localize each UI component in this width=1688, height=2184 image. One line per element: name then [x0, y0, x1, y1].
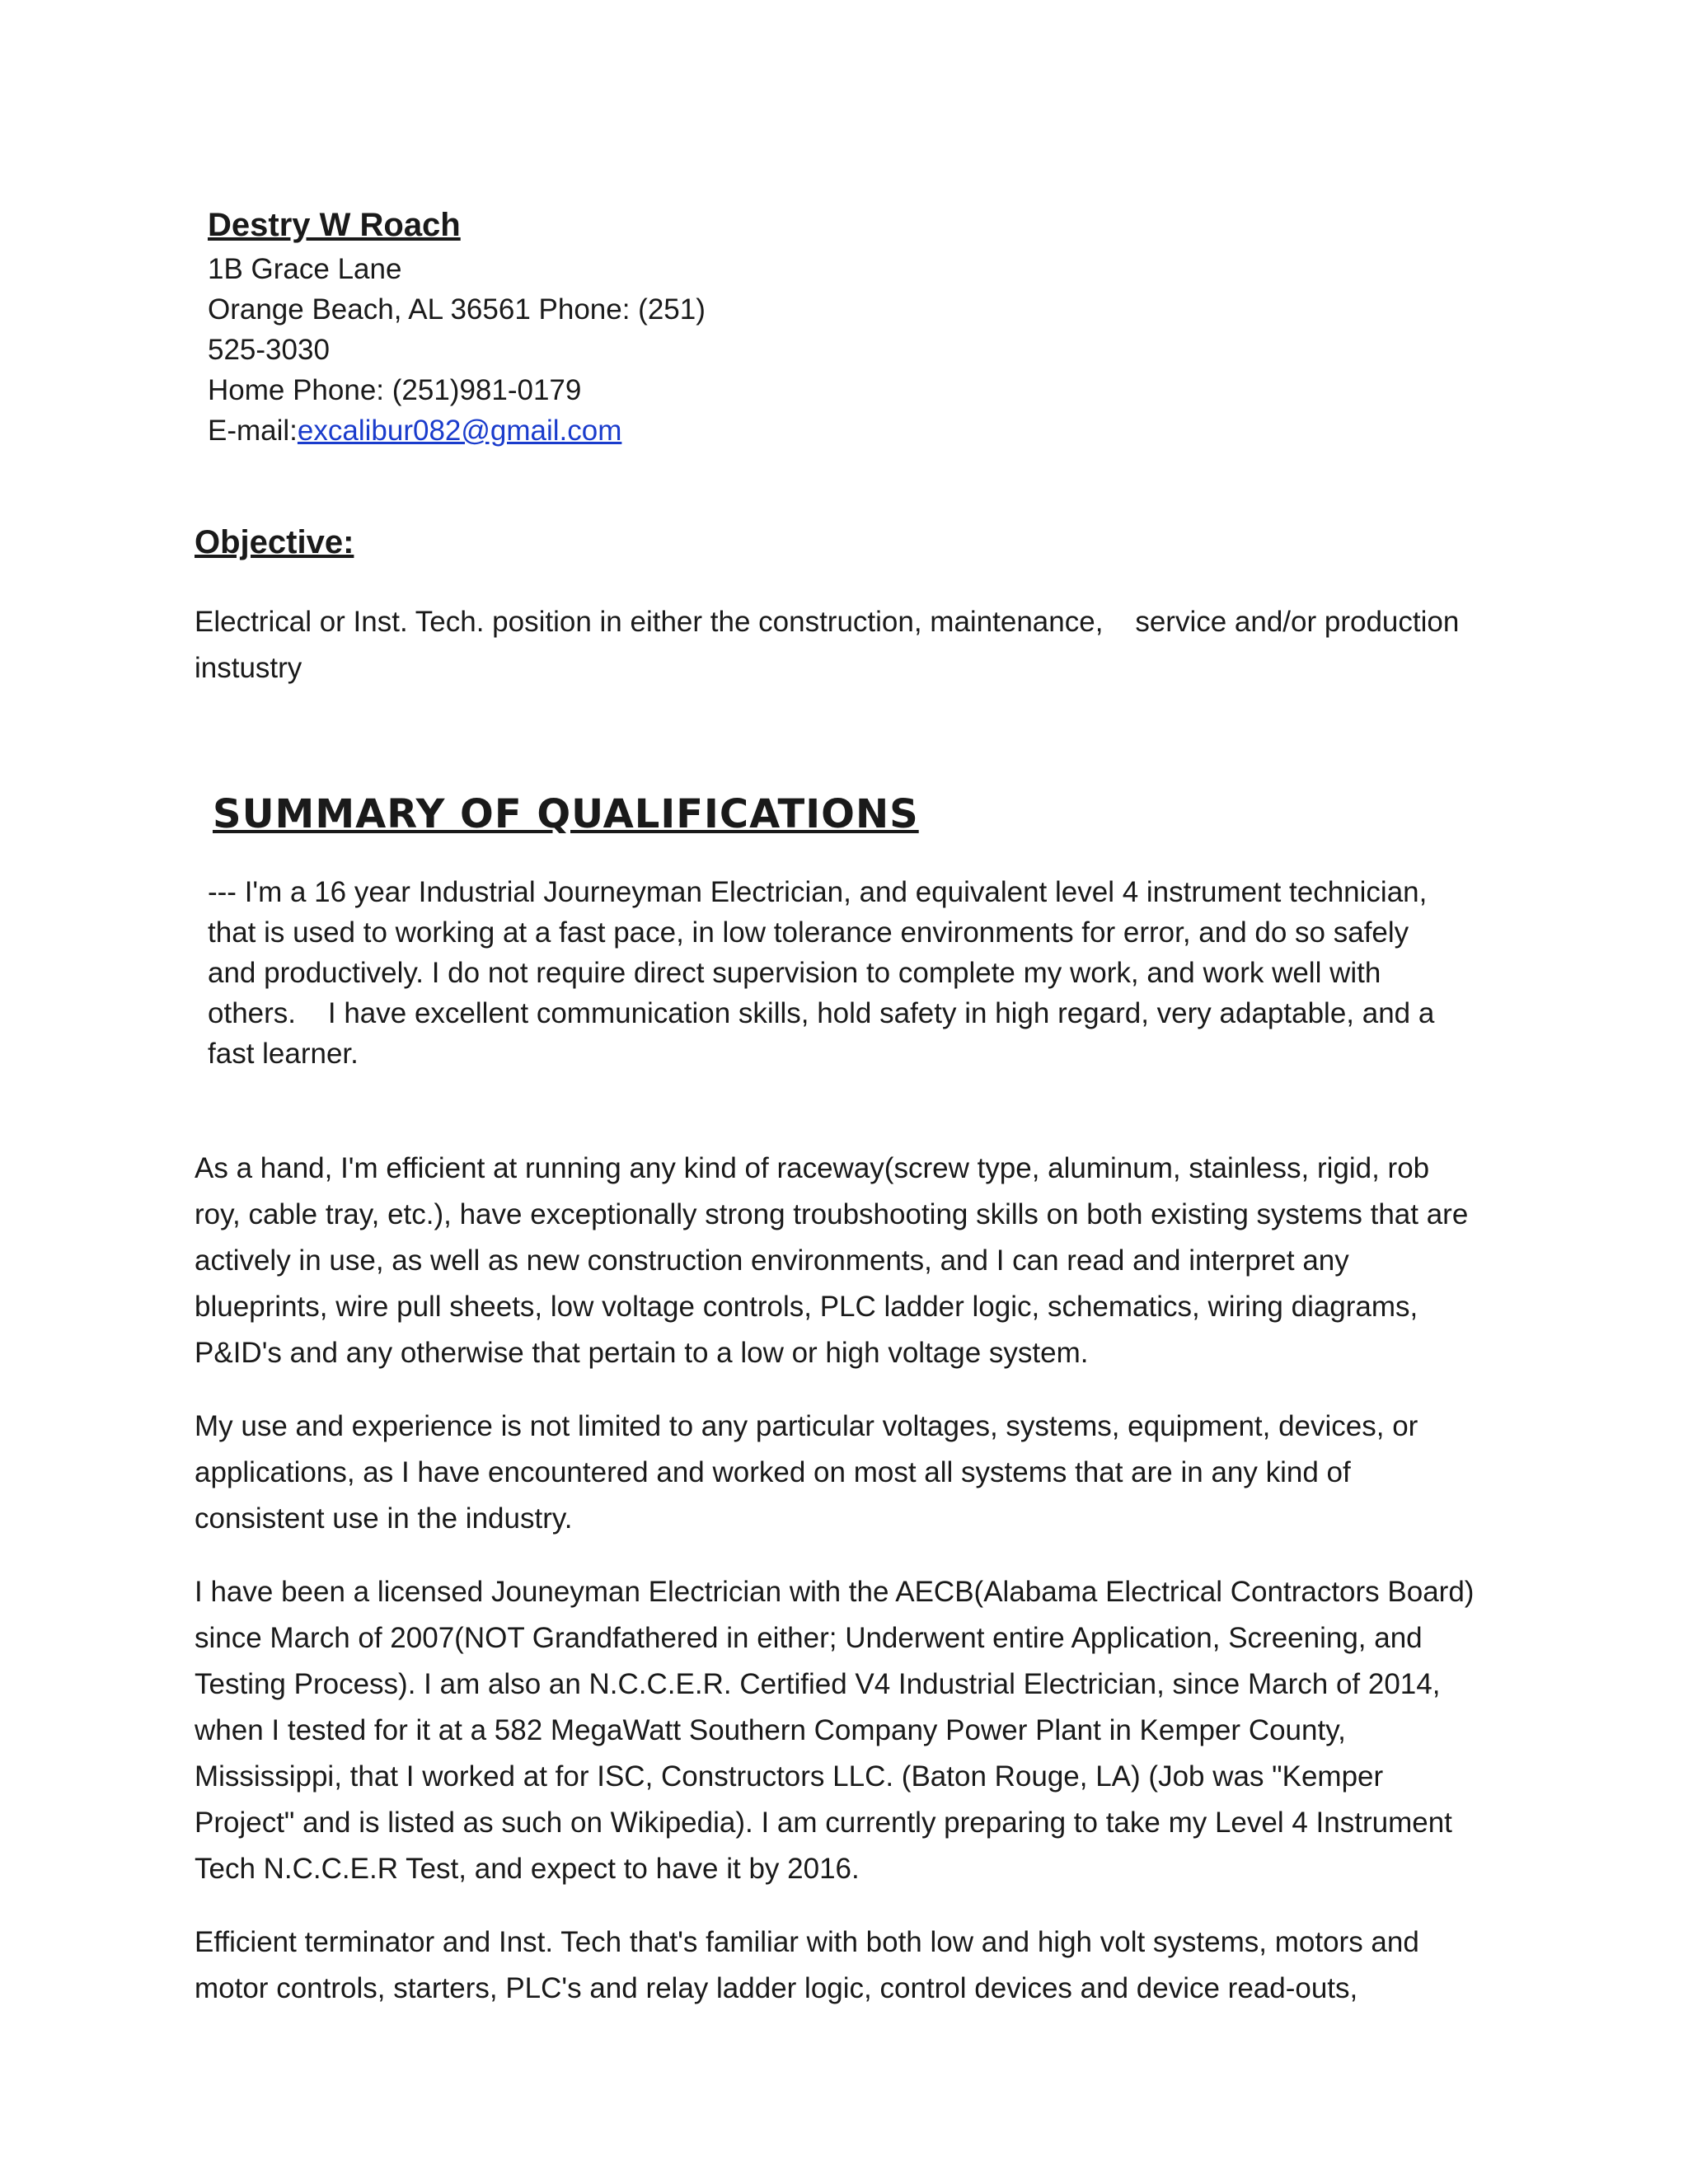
qualifications-body: [195, 1146, 1480, 2039]
contact-block: [208, 201, 950, 451]
objective-heading: Objective:: [195, 524, 354, 560]
paragraph-terminator: Efficient terminator and Inst. Tech that's familiar with both low and high volt systems, motors and motor controls, starters, PLC's and relay ladder logic, control devices and device read-outs,: [195, 1926, 1419, 2004]
email-label: E-mail:: [208, 415, 298, 447]
applicant-name: Destry W Roach: [208, 207, 461, 243]
email-link[interactable]: excalibur082@gmail.com: [297, 415, 622, 447]
home-phone: Home Phone: (251)981-0179: [208, 374, 582, 406]
phone-continued: 525-3030: [208, 334, 330, 366]
objective-text: Electrical or Inst. Tech. position in either the construction, maintenance, service and/or production instustry: [195, 606, 1468, 684]
email-line: [208, 410, 950, 451]
summary-heading: SUMMARY OF QUALIFICATIONS: [213, 791, 919, 837]
paragraph-license: I have been a licensed Jouneyman Electrician with the AECB(Alabama Electrical Contractors Board) since March of 2007(NOT Grandfathered in either; Underwent entire Application, Screening, and Testing Process). I am also an N.C.C.E.R. Certified V4 Industrial Electrician, since March of 2014, when I tested for it at a 582 MegaWatt Southern Company Power Plant in Kemper County, Mississippi, that I worked at for ISC, Constructors LLC. (Baton Rouge, LA) (Job was "Kemper Project" and is listed as such on Wikipedia). I am currently preparing to take my Level 4 Instrument Tech N.C.C.E.R Test, and expect to have it by 2016.: [195, 1576, 1475, 1885]
city-phone-line: Orange Beach, AL 36561 Phone: (251): [208, 293, 706, 326]
address-line: 1B Grace Lane: [208, 253, 402, 285]
summary-intro: --- I'm a 16 year Industrial Journeyman Electrician, and equivalent level 4 instrument technician, that is used to working at a fast pace, in low tolerance environments for error, and do so safely and productively. I do not require direct supervision to complete my work, and work well with others. I have excellent communication skills, hold safety in high regard, very adaptable, and a fast learner.: [208, 876, 1443, 1070]
paragraph-raceway: As a hand, I'm efficient at running any kind of raceway(screw type, aluminum, stainless, rigid, rob roy, cable tray, etc.), have exceptionally strong troubshooting skills on both existing systems that are actively in use, as well as new construction environments, and I can read and interpret any blueprints, wire pull sheets, low voltage controls, PLC ladder logic, schematics, wiring diagrams, P&ID's and any otherwise that pertain to a low or high voltage system.: [195, 1152, 1469, 1369]
paragraph-experience: My use and experience is not limited to any particular voltages, systems, equipment, devices, or applications, as I have encountered and worked on most all systems that are in any kind of consistent use in the industry.: [195, 1410, 1418, 1535]
